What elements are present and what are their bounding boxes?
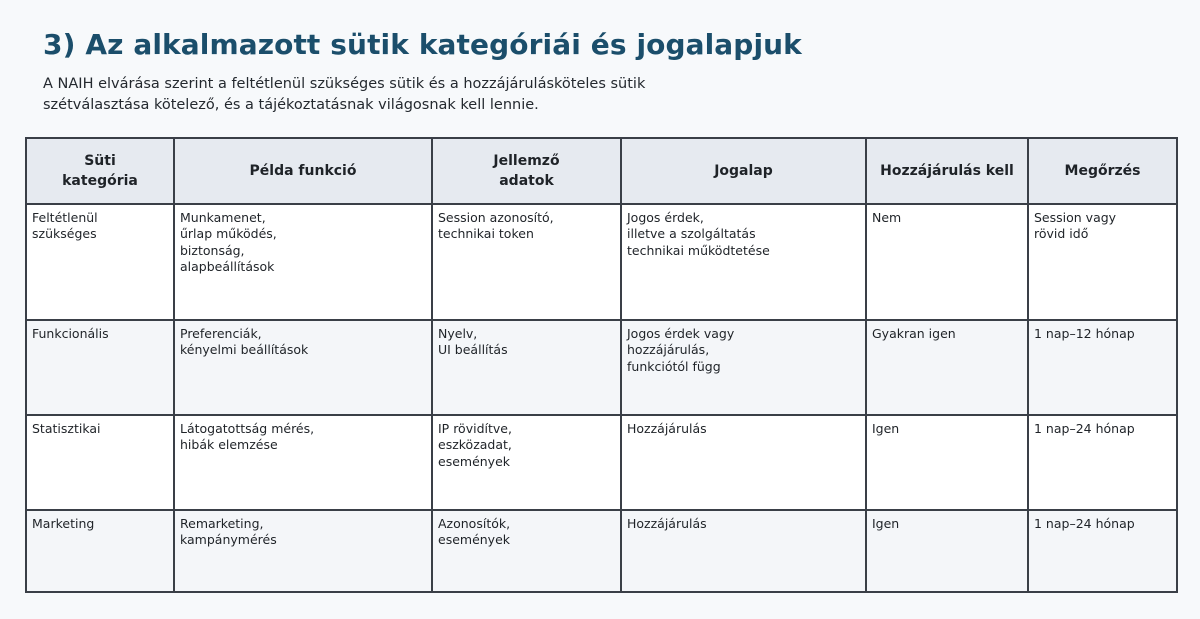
cell-consent-required: Nem: [866, 204, 1028, 320]
cell-example-function: Preferenciák, kényelmi beállítások: [174, 320, 432, 415]
table-row: [26, 204, 1177, 320]
cell-retention: 1 nap–12 hónap: [1028, 320, 1177, 415]
table-header-row: [26, 138, 1177, 204]
header-example-function: Példa funkció: [174, 138, 432, 204]
table-row: [26, 320, 1177, 415]
header-category: Süti kategória: [26, 138, 174, 204]
header-typical-data: Jellemző adatok: [432, 138, 621, 204]
cell-retention: Session vagy rövid idő: [1028, 204, 1177, 320]
page-title: 3) Az alkalmazott sütik kategóriái és jogalapjuk: [43, 28, 802, 61]
cell-typical-data: Nyelv, UI beállítás: [432, 320, 621, 415]
cell-example-function: Remarketing, kampánymérés: [174, 510, 432, 592]
cell-example-function: Látogatottság mérés, hibák elemzése: [174, 415, 432, 510]
cell-consent-required: Igen: [866, 510, 1028, 592]
cell-category: Marketing: [26, 510, 174, 592]
header-legal-basis: Jogalap: [621, 138, 866, 204]
header-consent-required: Hozzájárulás kell: [866, 138, 1028, 204]
cell-consent-required: Igen: [866, 415, 1028, 510]
cell-category: Feltétlenül szükséges: [26, 204, 174, 320]
header-retention: Megőrzés: [1028, 138, 1177, 204]
cell-consent-required: Gyakran igen: [866, 320, 1028, 415]
cell-legal-basis: Hozzájárulás: [621, 415, 866, 510]
cell-typical-data: IP rövidítve, eszközadat, események: [432, 415, 621, 510]
cookie-categories-table: [25, 137, 1178, 593]
table-row: [26, 415, 1177, 510]
cell-typical-data: Azonosítók, események: [432, 510, 621, 592]
cell-category: Statisztikai: [26, 415, 174, 510]
cell-retention: 1 nap–24 hónap: [1028, 510, 1177, 592]
cell-legal-basis: Jogos érdek vagy hozzájárulás, funkciótól függ: [621, 320, 866, 415]
table-row: [26, 510, 1177, 592]
intro-text: A NAIH elvárása szerint a feltétlenül szükséges sütik és a hozzájárulásköteles sütik szétválasztása kötelező, és a tájékoztatásnak világosnak kell lennie.: [43, 76, 646, 113]
cell-typical-data: Session azonosító, technikai token: [432, 204, 621, 320]
cell-legal-basis: Jogos érdek, illetve a szolgáltatás technikai működtetése: [621, 204, 866, 320]
cell-example-function: Munkamenet, űrlap működés, biztonság, alapbeállítások: [174, 204, 432, 320]
cell-category: Funkcionális: [26, 320, 174, 415]
cell-retention: 1 nap–24 hónap: [1028, 415, 1177, 510]
cell-legal-basis: Hozzájárulás: [621, 510, 866, 592]
